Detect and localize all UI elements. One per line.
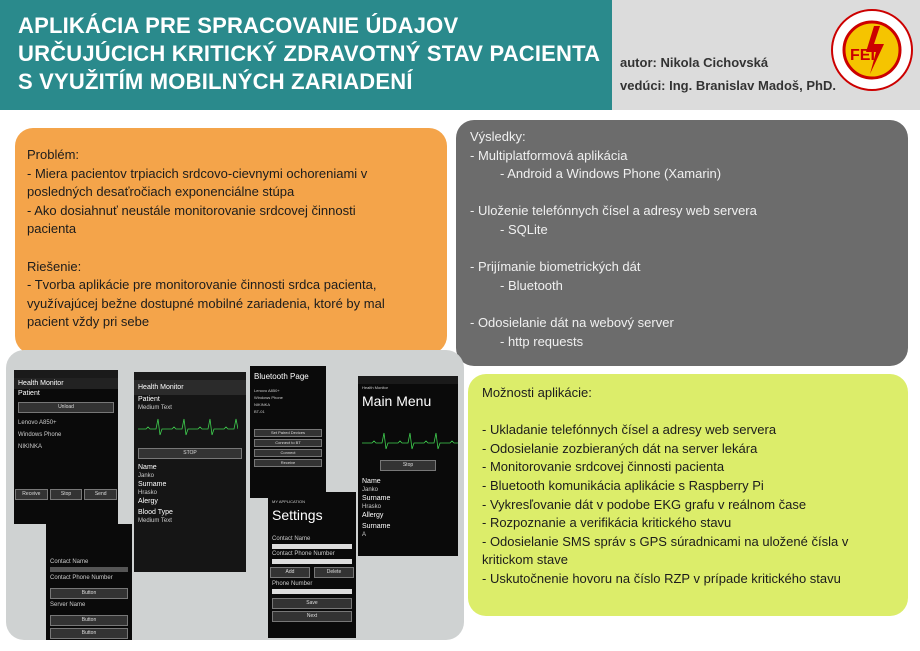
problem-panel <box>15 128 447 354</box>
device-item[interactable]: BT-01 <box>254 409 265 414</box>
features-item: - Uskutočnenie hovoru na číslo RZP v prípade kritického stavu <box>482 570 841 586</box>
receive-button[interactable]: Receive <box>254 459 322 467</box>
paired-devices-button[interactable]: Set Paired Devices <box>254 429 322 437</box>
patient-label: Patient <box>18 390 40 397</box>
server-name-label: Server Name <box>50 602 86 608</box>
screenshots-panel <box>6 350 464 640</box>
stop-button[interactable]: Stop <box>50 489 83 500</box>
field-label: Alergy <box>138 498 158 505</box>
results-item: - Multiplatformová aplikácia <box>470 147 628 163</box>
app-name-label: Health Monitor <box>362 385 389 390</box>
field-label: Blood Type <box>138 509 173 516</box>
field-label: Name <box>362 478 381 485</box>
screen-title: Health Monitor <box>134 380 246 395</box>
field-value: Janko <box>362 487 379 493</box>
main-menu-title: Main Menu <box>362 393 432 409</box>
screen-server <box>46 524 132 640</box>
contact-name-label: Contact Name <box>272 536 311 542</box>
device-item[interactable]: Lenovo A850+ <box>254 388 280 393</box>
features-item: - Vykresľovanie dát v podobe EKG grafu v reálnom čase <box>482 496 807 512</box>
screen-button[interactable]: Button <box>50 628 128 639</box>
features-item: - Monitorovanie srdcovej činnosti pacienta <box>482 459 725 475</box>
add-button[interactable]: Add <box>270 567 310 578</box>
features-item: - Rozpoznanie a verifikácia kritického stavu <box>482 515 732 531</box>
field-label: Name <box>138 464 157 471</box>
solution-line: využívajúcej bežne dostupné mobilné zariadenia, ktoré by mal <box>27 295 385 311</box>
title-band <box>0 0 612 110</box>
field-label: Allergy <box>362 512 384 519</box>
supervisor-label: vedúci: Ing. Branislav Madoš, PhD. <box>620 78 836 93</box>
problem-line: pacienta <box>27 221 77 237</box>
stop-button[interactable]: STOP <box>138 448 242 459</box>
unload-button[interactable]: Unload <box>18 402 114 413</box>
save-button[interactable]: Save <box>272 598 352 609</box>
send-button[interactable]: Send <box>84 489 117 500</box>
patient-label: Patient <box>138 396 160 403</box>
features-heading: Možnosti aplikácie: <box>482 385 592 400</box>
device-item[interactable]: NIKINKA <box>254 402 271 407</box>
problem-line: - Ako dosiahnuť neustále monitorovanie srdcovej činnosti <box>27 202 356 218</box>
contact-phone-label: Contact Phone Number <box>272 551 335 557</box>
field-label: Surname <box>138 481 167 488</box>
patient-sub: Medium Text <box>138 405 172 411</box>
results-item: - Uloženie telefónnych čísel a adresy web servera <box>470 203 757 219</box>
features-item: - Ukladanie telefónnych čísel a adresy web servera <box>482 422 777 438</box>
stop-button[interactable]: Stop <box>380 460 436 471</box>
screen-bluetooth <box>250 366 326 498</box>
device-item[interactable]: Windows Phone <box>18 432 62 438</box>
field-value: Medium Text <box>138 518 172 524</box>
results-subitem: - http requests <box>500 333 584 349</box>
results-heading: Výsledky: <box>470 129 526 144</box>
poster-title: APLIKÁCIA PRE SPRACOVANIE ÚDAJOV URČUJÚCICH KRITICKÝ ZDRAVOTNÝ STAV PACIENTA S VYUŽITÍM MOBILNÝCH ZARIADENÍ <box>18 13 600 94</box>
contact-name-label: Contact Name <box>50 559 89 565</box>
solution-line: pacient vždy pri sebe <box>27 314 150 330</box>
next-button[interactable]: Next <box>272 611 352 622</box>
ekg-graph <box>362 429 458 453</box>
logo-text: FEI <box>850 47 875 64</box>
receive-button[interactable]: Receive <box>15 489 48 500</box>
solution-heading: Riešenie: <box>27 258 82 274</box>
device-item[interactable]: Windows Phone <box>254 395 283 400</box>
device-item[interactable]: NIKINKA <box>18 444 43 450</box>
problem-line: - Miera pacientov trpiacich srdcovo-cievnymi ochoreniami v <box>27 165 368 181</box>
header <box>0 0 920 110</box>
contact-phone-field[interactable] <box>272 559 352 564</box>
results-subitem: - SQLite <box>500 221 548 237</box>
screen-health-monitor <box>134 372 246 572</box>
screen-button[interactable]: Button <box>50 588 128 599</box>
screen-settings <box>268 492 356 638</box>
faculty-logo <box>830 8 914 92</box>
screen-patient <box>14 370 118 524</box>
connect-button[interactable]: Connect <box>254 449 322 457</box>
field-value: Hrasko <box>138 490 158 496</box>
app-name-label: MY APPLICATION <box>272 499 305 504</box>
field-value: Hrasko <box>362 504 382 510</box>
screen-button[interactable]: Button <box>50 615 128 626</box>
features-item: - Odosielanie zozbieraných dát na server lekára <box>482 440 758 456</box>
results-panel <box>456 120 908 366</box>
field-value: Janko <box>138 473 155 479</box>
problem-heading: Problém: <box>27 147 80 162</box>
results-subitem: - Android a Windows Phone (Xamarin) <box>500 166 722 182</box>
results-subitem: - Bluetooth <box>500 277 563 293</box>
features-item: - Odosielanie SMS správ s GPS súradnicami na uložené čísla v kritickom stave <box>482 533 849 568</box>
contact-name-field[interactable] <box>272 544 352 549</box>
author-label: autor: Nikola Cichovská <box>620 55 769 70</box>
device-item[interactable]: Lenovo A850+ <box>18 420 57 426</box>
field-value: A <box>362 532 367 538</box>
contact-phone-label: Contact Phone Number <box>50 575 113 581</box>
field-label: Surname <box>362 523 391 530</box>
features-panel <box>468 374 908 616</box>
screen-title: Health Monitor <box>14 378 118 389</box>
results-item: - Odosielanie dát na webový server <box>470 314 674 330</box>
screen-title: Bluetooth Page <box>254 372 309 381</box>
results-item: - Prijímanie biometrických dát <box>470 259 641 275</box>
phone-number-field[interactable] <box>272 589 352 594</box>
delete-button[interactable]: Delete <box>314 567 354 578</box>
connect-bt-button[interactable]: Connect to BT <box>254 439 322 447</box>
phone-number-label: Phone Number <box>272 581 313 587</box>
features-item: - Bluetooth komunikácia aplikácie s Raspberry Pi <box>482 477 764 493</box>
problem-line: posledných desaťročiach exponenciálne stúpa <box>27 184 295 200</box>
field-label: Surname <box>362 495 391 502</box>
solution-line: - Tvorba aplikácie pre monitorovanie činnosti srdca pacienta, <box>27 277 377 293</box>
screen-main-menu <box>358 376 458 556</box>
ekg-graph <box>138 415 238 439</box>
settings-title: Settings <box>272 507 323 523</box>
